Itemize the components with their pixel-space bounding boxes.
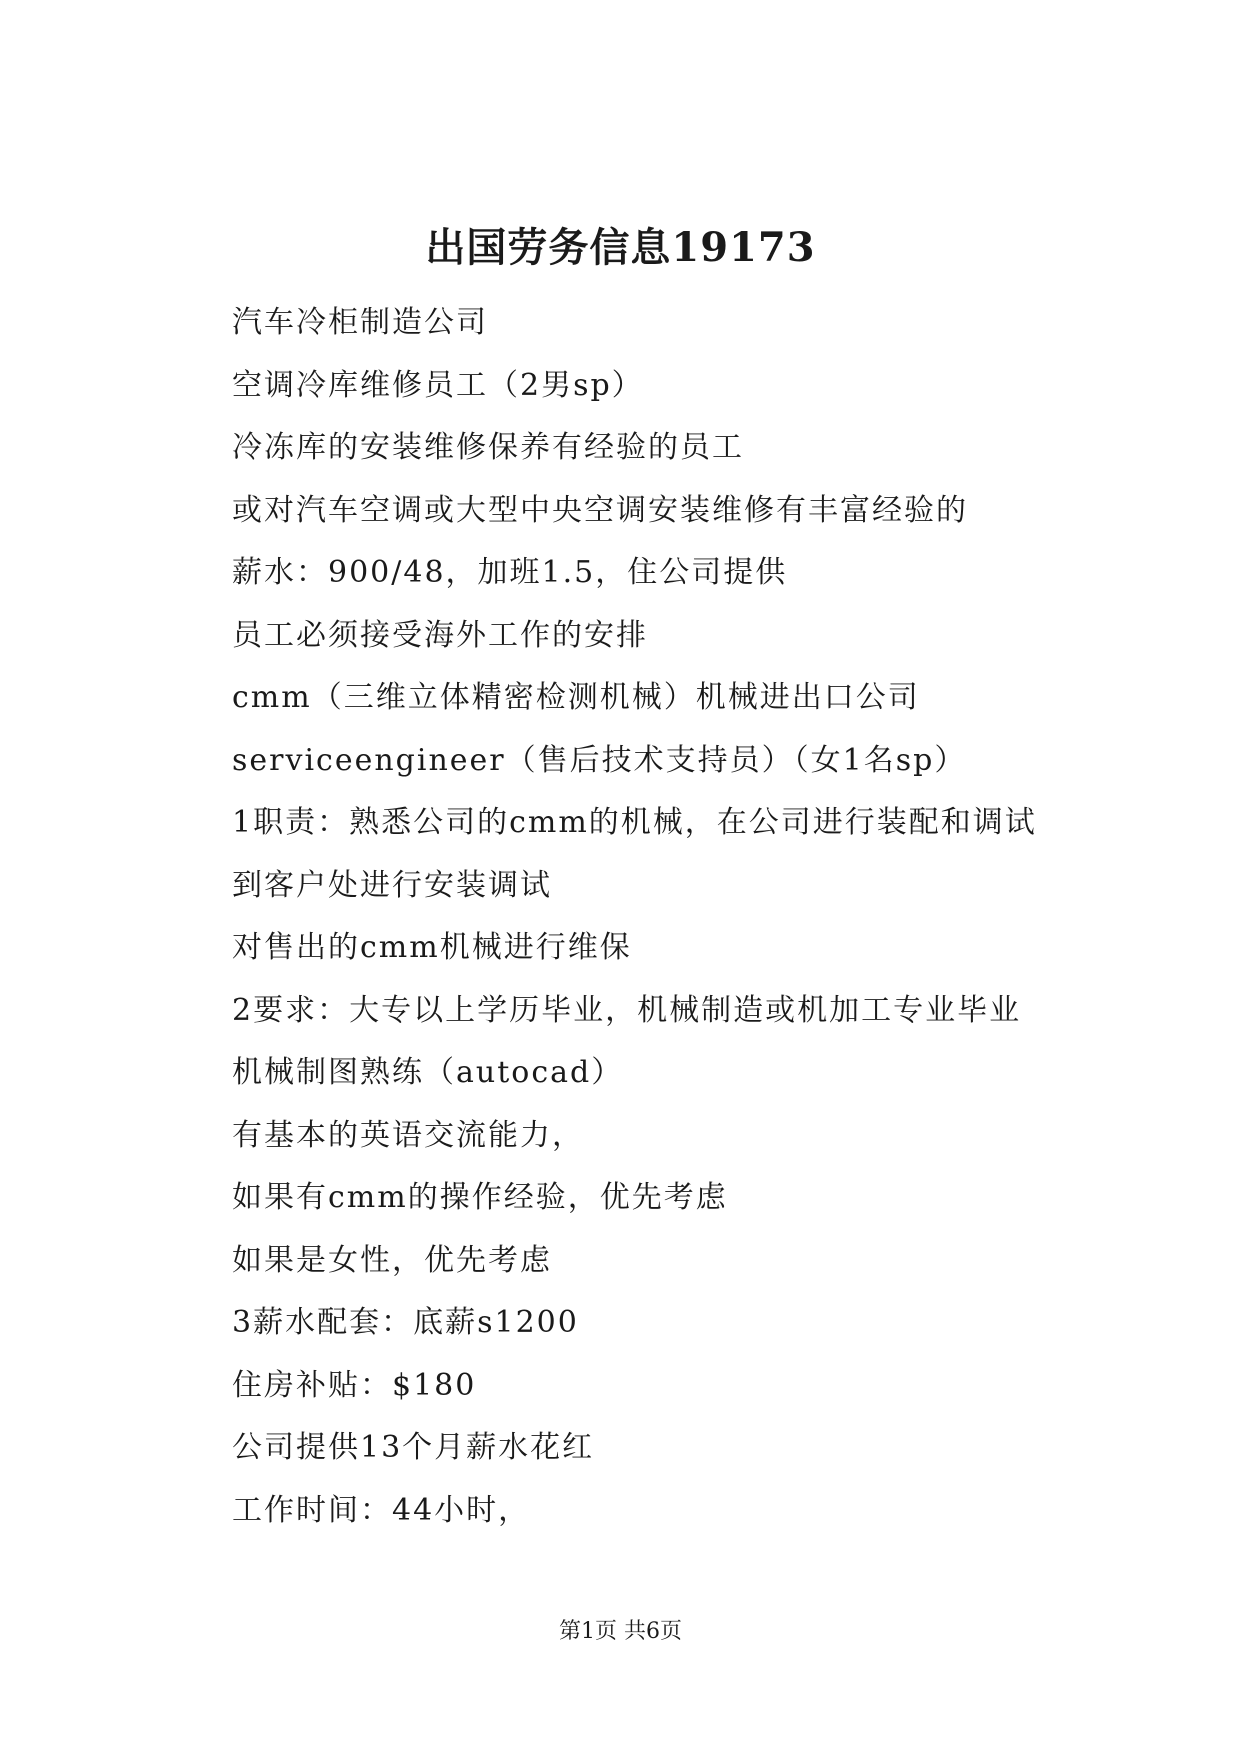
body-line: 3薪水配套：底薪s1200 xyxy=(232,1305,579,1340)
body-line: 住房补贴：$180 xyxy=(232,1367,477,1403)
body-line: 汽车冷柜制造公司 xyxy=(232,305,488,340)
body-line: 2要求：大专以上学历毕业，机械制造或机加工专业毕业 xyxy=(232,992,1022,1028)
body-line: 有基本的英语交流能力， xyxy=(232,1117,584,1153)
body-line: cmm（三维立体精密检测机械）机械进出口公司 xyxy=(232,680,920,715)
body-line: 薪水：900/48，加班1.5，住公司提供 xyxy=(232,555,788,590)
body-line: 1职责：熟悉公司的cmm的机械，在公司进行装配和调试 xyxy=(232,805,1037,840)
body-line: 公司提供13个月薪水花红 xyxy=(232,1430,595,1465)
body-line: 机械制图熟练（autocad） xyxy=(232,1055,624,1090)
body-line: serviceengineer（售后技术支持员）（女1名sp） xyxy=(232,742,967,778)
body-line: 如果有cmm的操作经验，优先考虑 xyxy=(232,1180,728,1215)
page-footer: 第1页 共6页 xyxy=(559,1619,682,1644)
body-line: 空调冷库维修员工（2男sp） xyxy=(232,367,644,403)
body-line: 工作时间：44小时， xyxy=(232,1492,531,1528)
body-line: 冷冻库的安装维修保养有经验的员工 xyxy=(232,430,744,465)
document-title: 出国劳务信息19173 xyxy=(425,224,816,271)
body-line: 如果是女性，优先考虑 xyxy=(232,1242,552,1278)
body-line: 对售出的cmm机械进行维保 xyxy=(232,930,632,965)
body-line: 到客户处进行安装调试 xyxy=(232,867,552,903)
document-body xyxy=(232,292,1112,1542)
body-line: 员工必须接受海外工作的安排 xyxy=(232,617,648,653)
body-line: 或对汽车空调或大型中央空调安装维修有丰富经验的 xyxy=(232,492,968,528)
